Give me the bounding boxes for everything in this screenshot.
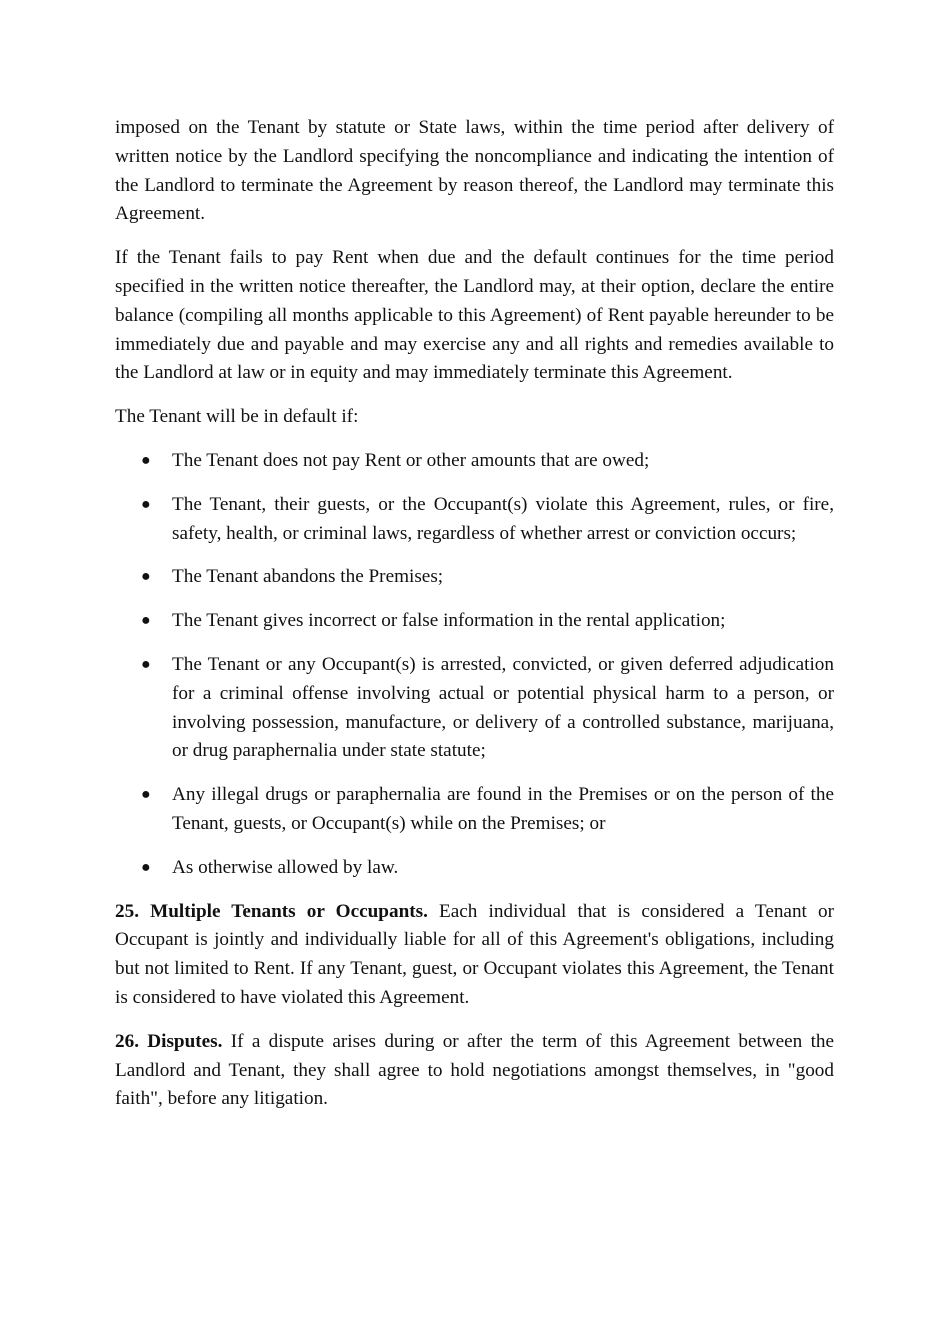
bullet-icon: ● [141, 655, 151, 673]
paragraph-default-intro: The Tenant will be in default if: [115, 406, 359, 428]
paragraph-termination: imposed on the Tenant by statute or State laws, within the time period after delivery of written notice by the Landlord specifying the noncompliance and indicating the intention of the Landlord to terminate the Agreement by reason thereof, the Landlord may terminate this Agreement. [115, 117, 834, 225]
list-item [115, 651, 834, 766]
section-body: If a dispute arises during or after the term of this Agreement between the Landlord and Tenant, they shall agree to hold negotiations amongst themselves, in "good faith", before any litigation. [115, 1030, 835, 1110]
list-item-text: The Tenant or any Occupant(s) is arrested, convicted, or given deferred adjudication for a criminal offense involving actual or potential physical harm to a person, or involving possession, manufacture, or delivery of a controlled substance, marijuana, or drug paraphernalia under state statute; [172, 653, 834, 762]
list-item [115, 491, 834, 549]
list-item [115, 447, 834, 476]
bullet-icon: ● [141, 568, 151, 586]
list-item-text: The Tenant abandons the Premises; [172, 566, 444, 588]
list-item [115, 563, 834, 592]
bullet-icon: ● [141, 786, 151, 804]
bullet-icon: ● [141, 858, 151, 876]
list-item [115, 607, 834, 636]
list-item-text: Any illegal drugs or paraphernalia are found in the Premises or on the person of the Tenant, guests, or Occupant(s) while on the Premises; or [172, 784, 834, 834]
section-heading: 26. Disputes. [115, 1030, 223, 1052]
list-item-text: As otherwise allowed by law. [172, 856, 399, 878]
default-conditions-list [115, 447, 834, 883]
section-disputes [115, 1028, 834, 1114]
section-heading: 25. Multiple Tenants or Occupants. [115, 900, 428, 922]
list-item-text: The Tenant, their guests, or the Occupant(s) violate this Agreement, rules, or fire, safety, health, or criminal laws, regardless of whether arrest or conviction occurs; [172, 493, 834, 544]
list-item [115, 854, 834, 883]
paragraph-rent-default: If the Tenant fails to pay Rent when due and the default continues for the time period specified in the written notice thereafter, the Landlord may, at their option, declare the entire balance (compiling all months applicable to this Agreement) of Rent payable hereunder to be immediately due and payable and may exercise any and all rights and remedies available to the Landlord at law or in equity and may immediately terminate this Agreement. [115, 247, 834, 384]
section-body: Each individual that is considered a Tenant or Occupant is jointly and individually liable for all of this Agreement's obligations, including but not limited to Rent. If any Tenant, guest, or Occupant violates this Agreement, the Tenant is considered to have violated this Agreement. [115, 900, 834, 1008]
bullet-icon: ● [141, 495, 151, 513]
bullet-icon: ● [141, 612, 151, 630]
list-item [115, 781, 834, 839]
document-page [115, 114, 834, 1129]
bullet-icon: ● [141, 451, 151, 469]
section-multiple-tenants [115, 898, 834, 1013]
list-item-text: The Tenant does not pay Rent or other amounts that are owed; [172, 449, 650, 471]
list-item-text: The Tenant gives incorrect or false information in the rental application; [172, 610, 726, 632]
